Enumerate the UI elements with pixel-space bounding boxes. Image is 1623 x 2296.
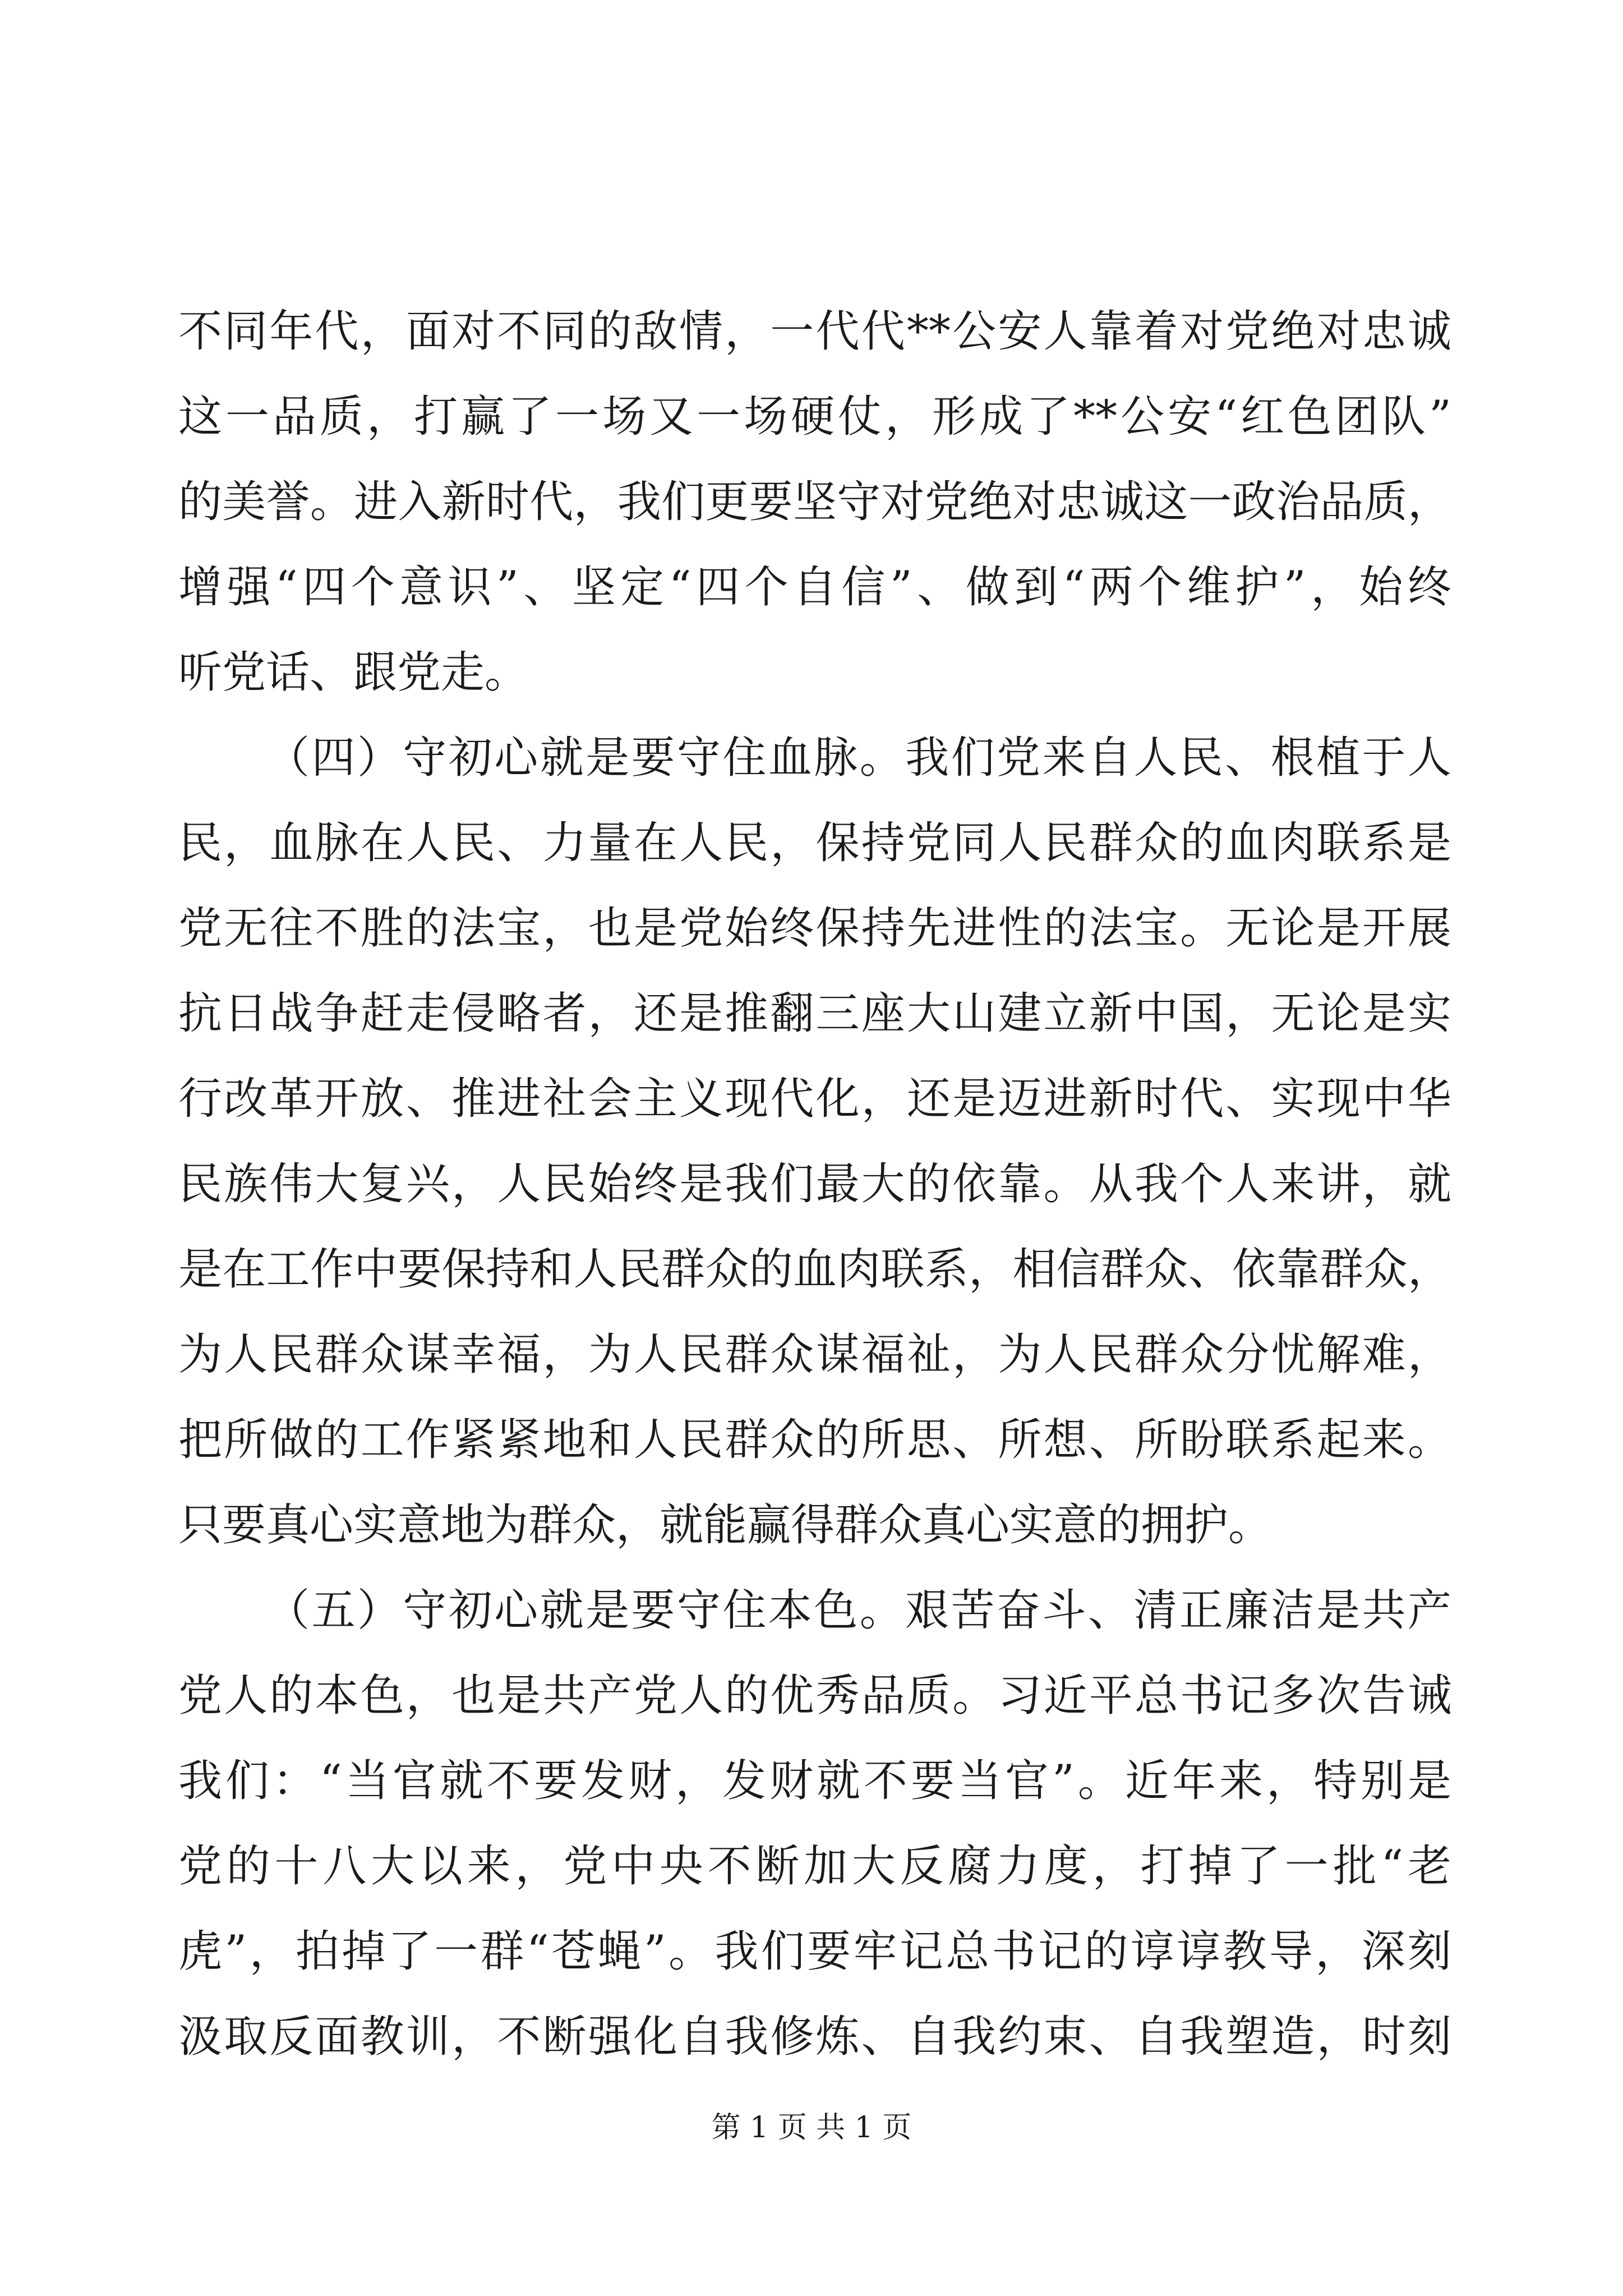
text-line: 把所做的工作紧紧地和人民群众的所思、所想、所盼联系起来。 [178,1415,1451,1465]
text-line: 党无往不胜的法宝，也是党始终保持先进性的法宝。无论是开展 [178,903,1451,954]
text-line: 只要真心实意地为群众，就能赢得群众真心实意的拥护。 [178,1500,1272,1550]
text-line: 民族伟大复兴，人民始终是我们最大的依靠。从我个人来讲，就 [178,1159,1451,1209]
text-line: 虎”，拍掉了一群“苍蝇”。我们要牢记总书记的谆谆教导，深刻 [178,1926,1451,1977]
page-footer: 第 1 页 共 1 页 [711,2111,912,2145]
text-line: 行改革开放、推进社会主义现代化，还是迈进新时代、实现中华 [178,1074,1451,1124]
text-line: （五）守初心就是要守住本色。艰苦奋斗、清正廉洁是共产 [266,1585,1451,1636]
paragraph [178,715,1451,1568]
text-line: 汲取反面教训，不断强化自我修炼、自我约束、自我塑造，时刻 [178,2012,1451,2062]
paragraph [178,1568,1451,2079]
text-line: 的美誉。进入新时代，我们更要坚守对党绝对忠诚这一政治品质， [178,477,1451,527]
document-body [178,289,1451,2079]
text-line: 抗日战争赶走侵略者，还是推翻三座大山建立新中国，无论是实 [178,988,1451,1039]
text-line: 党人的本色，也是共产党人的优秀品质。习近平总书记多次告诫 [178,1671,1451,1721]
paragraph [178,289,1451,715]
text-line: 不同年代，面对不同的敌情，一代代**公安人靠着对党绝对忠诚 [178,306,1451,357]
text-line: 为人民群众谋幸福，为人民群众谋福祉，为人民群众分忧解难， [178,1329,1451,1380]
text-line: 增强“四个意识”、坚定“四个自信”、做到“两个维护”，始终 [178,562,1451,613]
text-line: 我们：“当官就不要发财，发财就不要当官”。近年来，特别是 [178,1756,1451,1806]
text-line: 这一品质，打赢了一场又一场硬仗，形成了**公安“红色团队” [178,392,1451,442]
text-line: 是在工作中要保持和人民群众的血肉联系，相信群众、依靠群众， [178,1244,1451,1295]
text-line: 民，血脉在人民、力量在人民，保持党同人民群众的血肉联系是 [178,818,1451,868]
text-line: （四）守初心就是要守住血脉。我们党来自人民、根植于人 [266,733,1451,783]
text-line: 党的十八大以来，党中央不断加大反腐力度，打掉了一批“老 [178,1841,1451,1892]
text-line: 听党话、跟党走。 [178,647,529,698]
